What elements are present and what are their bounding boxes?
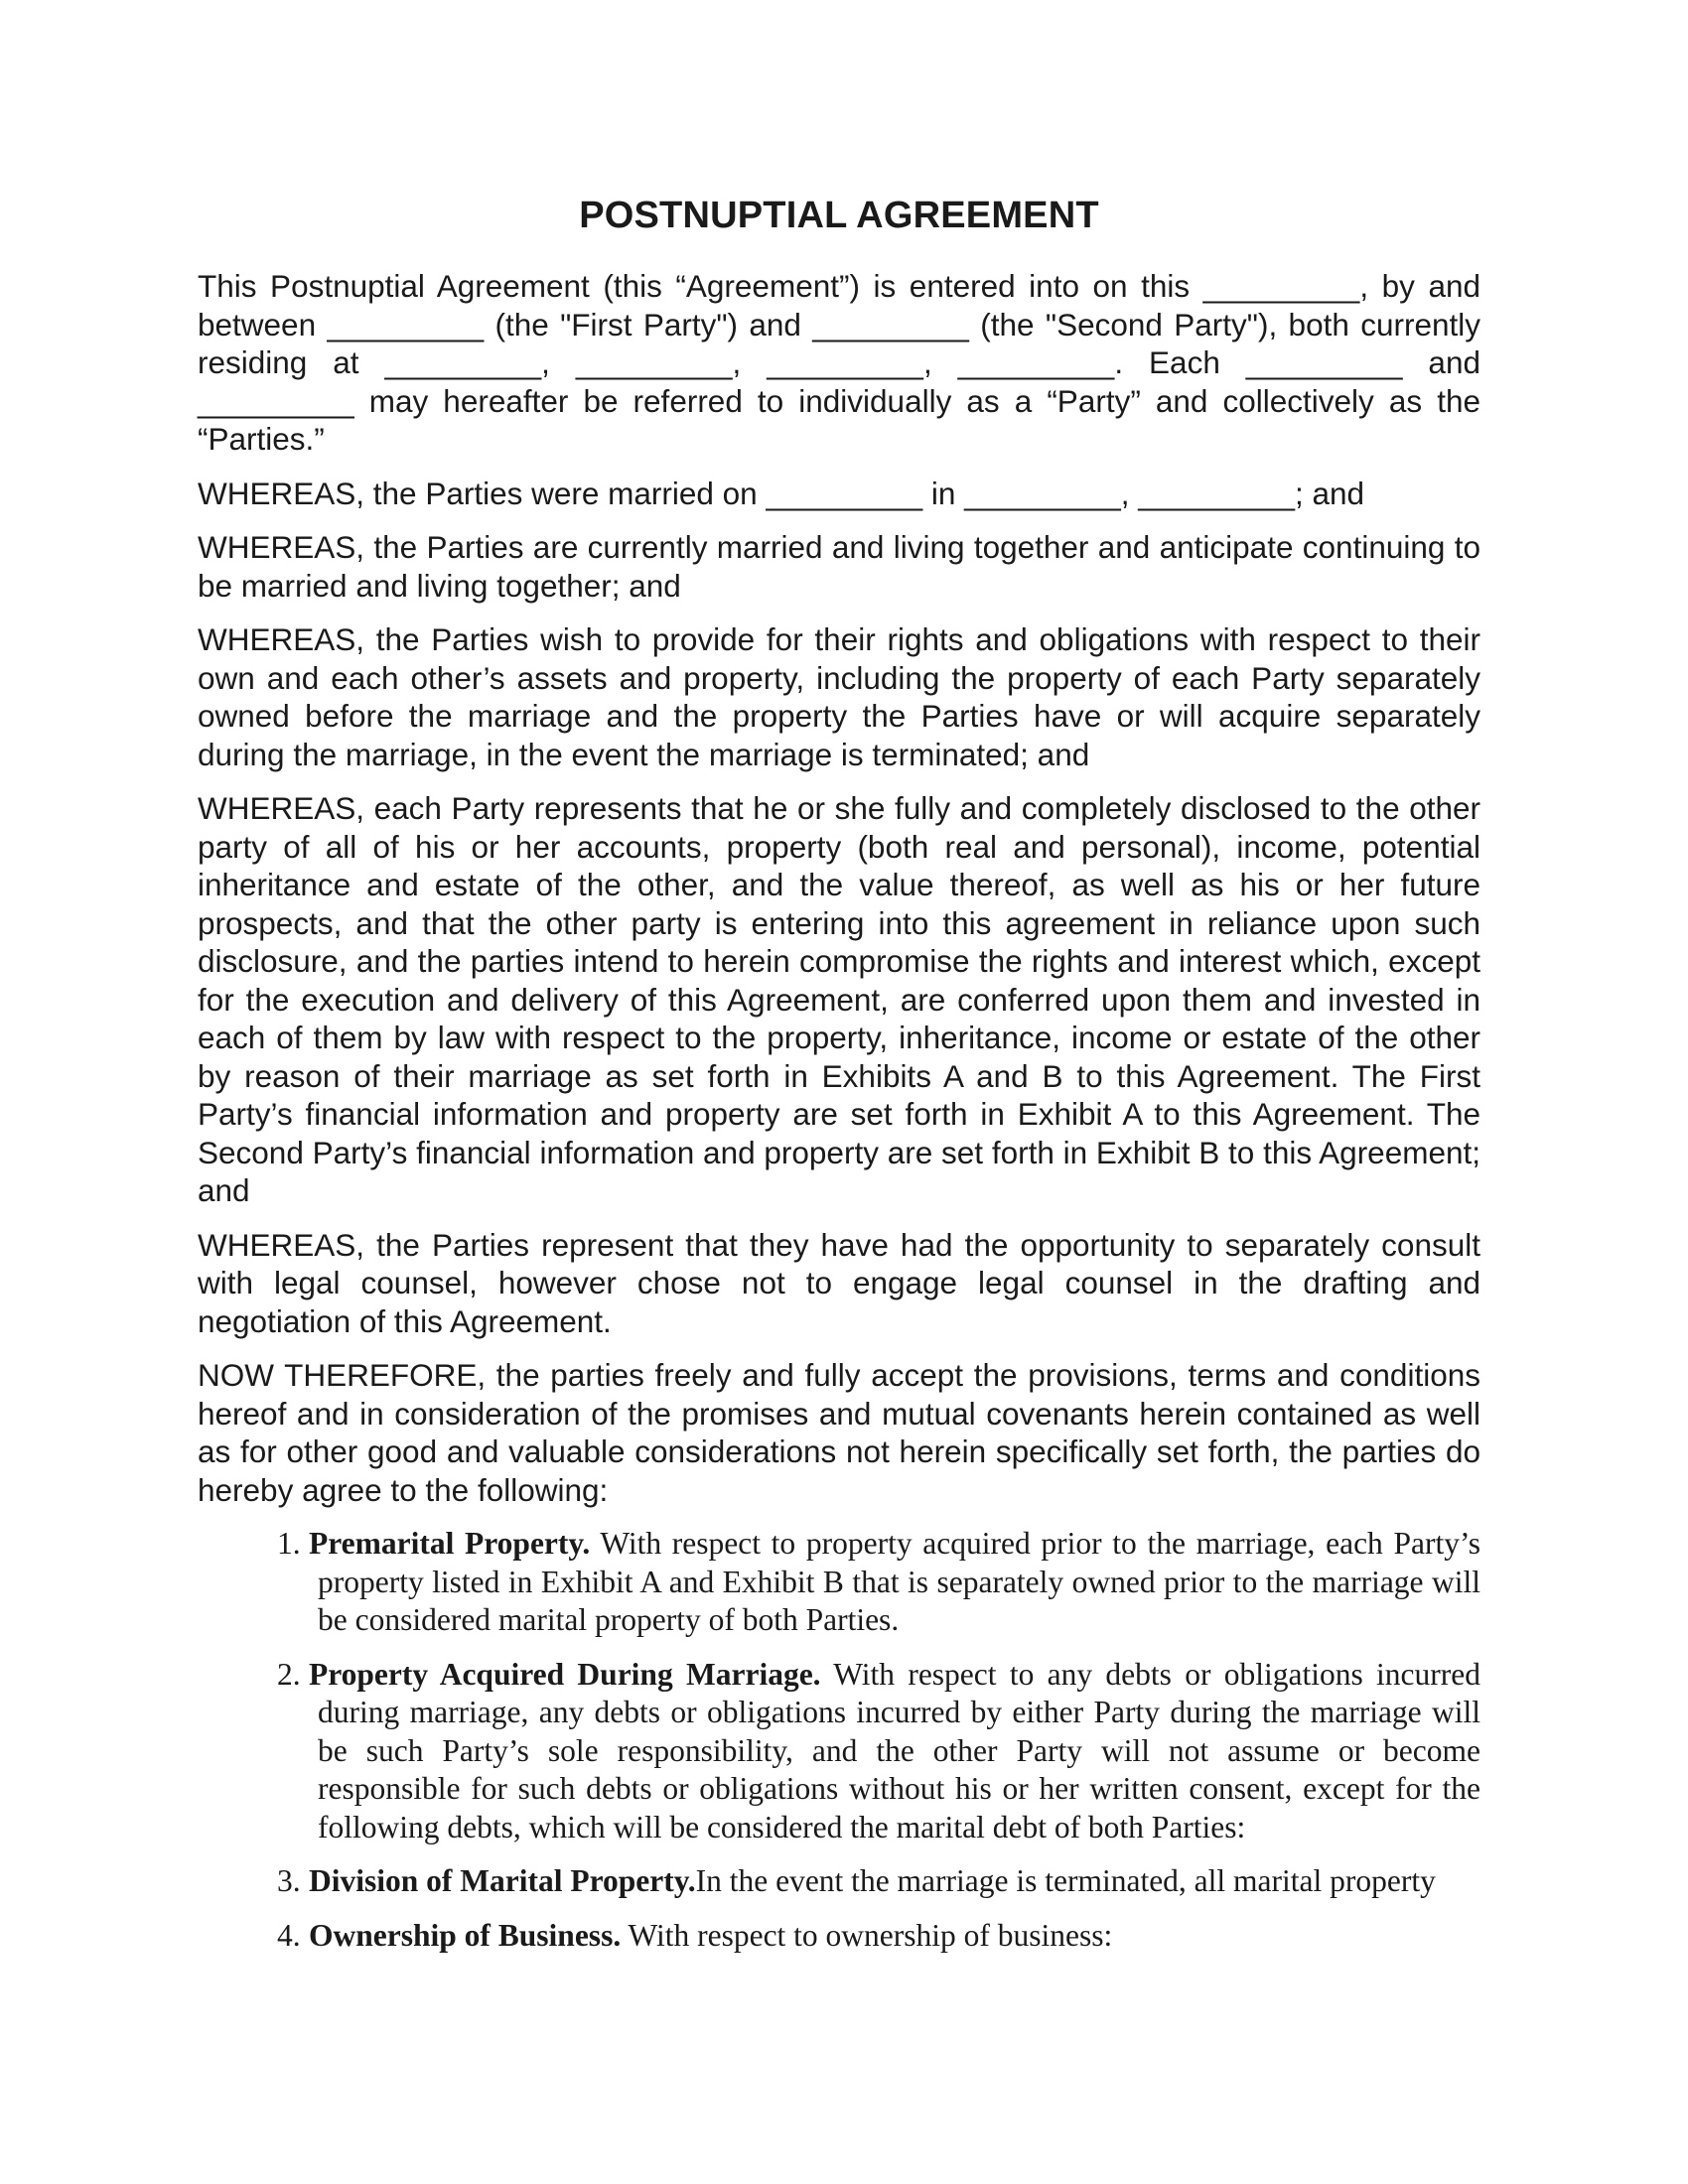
item-heading: Property Acquired During Marriage. [309, 1656, 821, 1692]
item-text: With respect to any debts or obligations incurred during marriage, any debts or obligations incurred by either Party during the marriage will be such Party’s sole responsibility, and the other Party will not assume or become responsible for such debts or obligations without his or her written consent, except for the following debts, which will be considered the marital debt of both Parties: [318, 1656, 1480, 1844]
item-number: 3. [277, 1863, 301, 1898]
item-text: With respect to property acquired prior to the marriage, each Party’s property listed in Exhibit A and Exhibit B that is separately owned prior to the marriage will be considered marital property of both Parties. [318, 1526, 1480, 1637]
whereas-living-together-paragraph: WHEREAS, the Parties are currently married and living together and anticipate continuing to be married and living together; and [198, 529, 1480, 604]
item-heading: Division of Marital Property. [309, 1863, 696, 1898]
whereas-counsel-paragraph: WHEREAS, the Parties represent that they have had the opportunity to separately consult with legal counsel, however chose not to engage legal counsel in the drafting and negotiation of this Agreement. [198, 1226, 1480, 1339]
list-item [198, 1656, 1480, 1847]
now-therefore-paragraph: NOW THEREFORE, the parties freely and fully accept the provisions, terms and conditions hereof and in consideration of the promises and mutual covenants herein contained as well as for other good and valuable considerations not herein specifically set forth, the parties do hereby agree to the following: [198, 1357, 1480, 1508]
item-heading: Ownership of Business. [309, 1917, 622, 1953]
intro-paragraph: This Postnuptial Agreement (this “Agreement”) is entered into on this _________, by and between _________ (the "First Party") and _________ (the "Second Party"), both currently residing at _________, _________, _________, _________. Each _________ and _________ may hereafter be referred to individually as a “Party” and collectively as the “Parties.” [198, 268, 1480, 457]
document-page [198, 195, 1480, 1971]
item-heading: Premarital Property. [309, 1526, 591, 1561]
item-number: 1. [277, 1526, 301, 1561]
whereas-rights-paragraph: WHEREAS, the Parties wish to provide for their rights and obligations with respect to their own and each other’s assets and property, including the property of each Party separately owned before the marriage and the property the Parties have or will acquire separately during the marriage, in the event the marriage is terminated; and [198, 621, 1480, 772]
list-item [198, 1862, 1480, 1901]
provisions-list [198, 1525, 1480, 1955]
document-title: POSTNUPTIAL AGREEMENT [579, 195, 1099, 236]
whereas-disclosure-paragraph: WHEREAS, each Party represents that he or she fully and completely disclosed to the other party of all of his or her accounts, property (both real and personal), income, potential inheritance and estate of the other, and the value thereof, as well as his or her future prospects, and that the other party is entering into this agreement in reliance upon such disclosure, and the parties intend to herein compromise the rights and interest which, except for the execution and delivery of this Agreement, are conferred upon them and invested in each of them by law with respect to the property, inheritance, income or estate of the other by reason of their marriage as set forth in Exhibits A and B to this Agreement. The First Party’s financial information and property are set forth in Exhibit A to this Agreement. The Second Party’s financial information and property are set forth in Exhibit B to this Agreement; and [198, 790, 1480, 1208]
item-text: In the event the marriage is terminated, all marital property [695, 1863, 1436, 1898]
whereas-married-paragraph: WHEREAS, the Parties were married on _________ in _________, _________; and [198, 475, 1365, 511]
item-number: 2. [277, 1656, 301, 1692]
list-item [198, 1917, 1480, 1956]
item-number: 4. [277, 1917, 301, 1953]
item-text: With respect to ownership of business: [621, 1917, 1113, 1953]
list-item [198, 1525, 1480, 1640]
